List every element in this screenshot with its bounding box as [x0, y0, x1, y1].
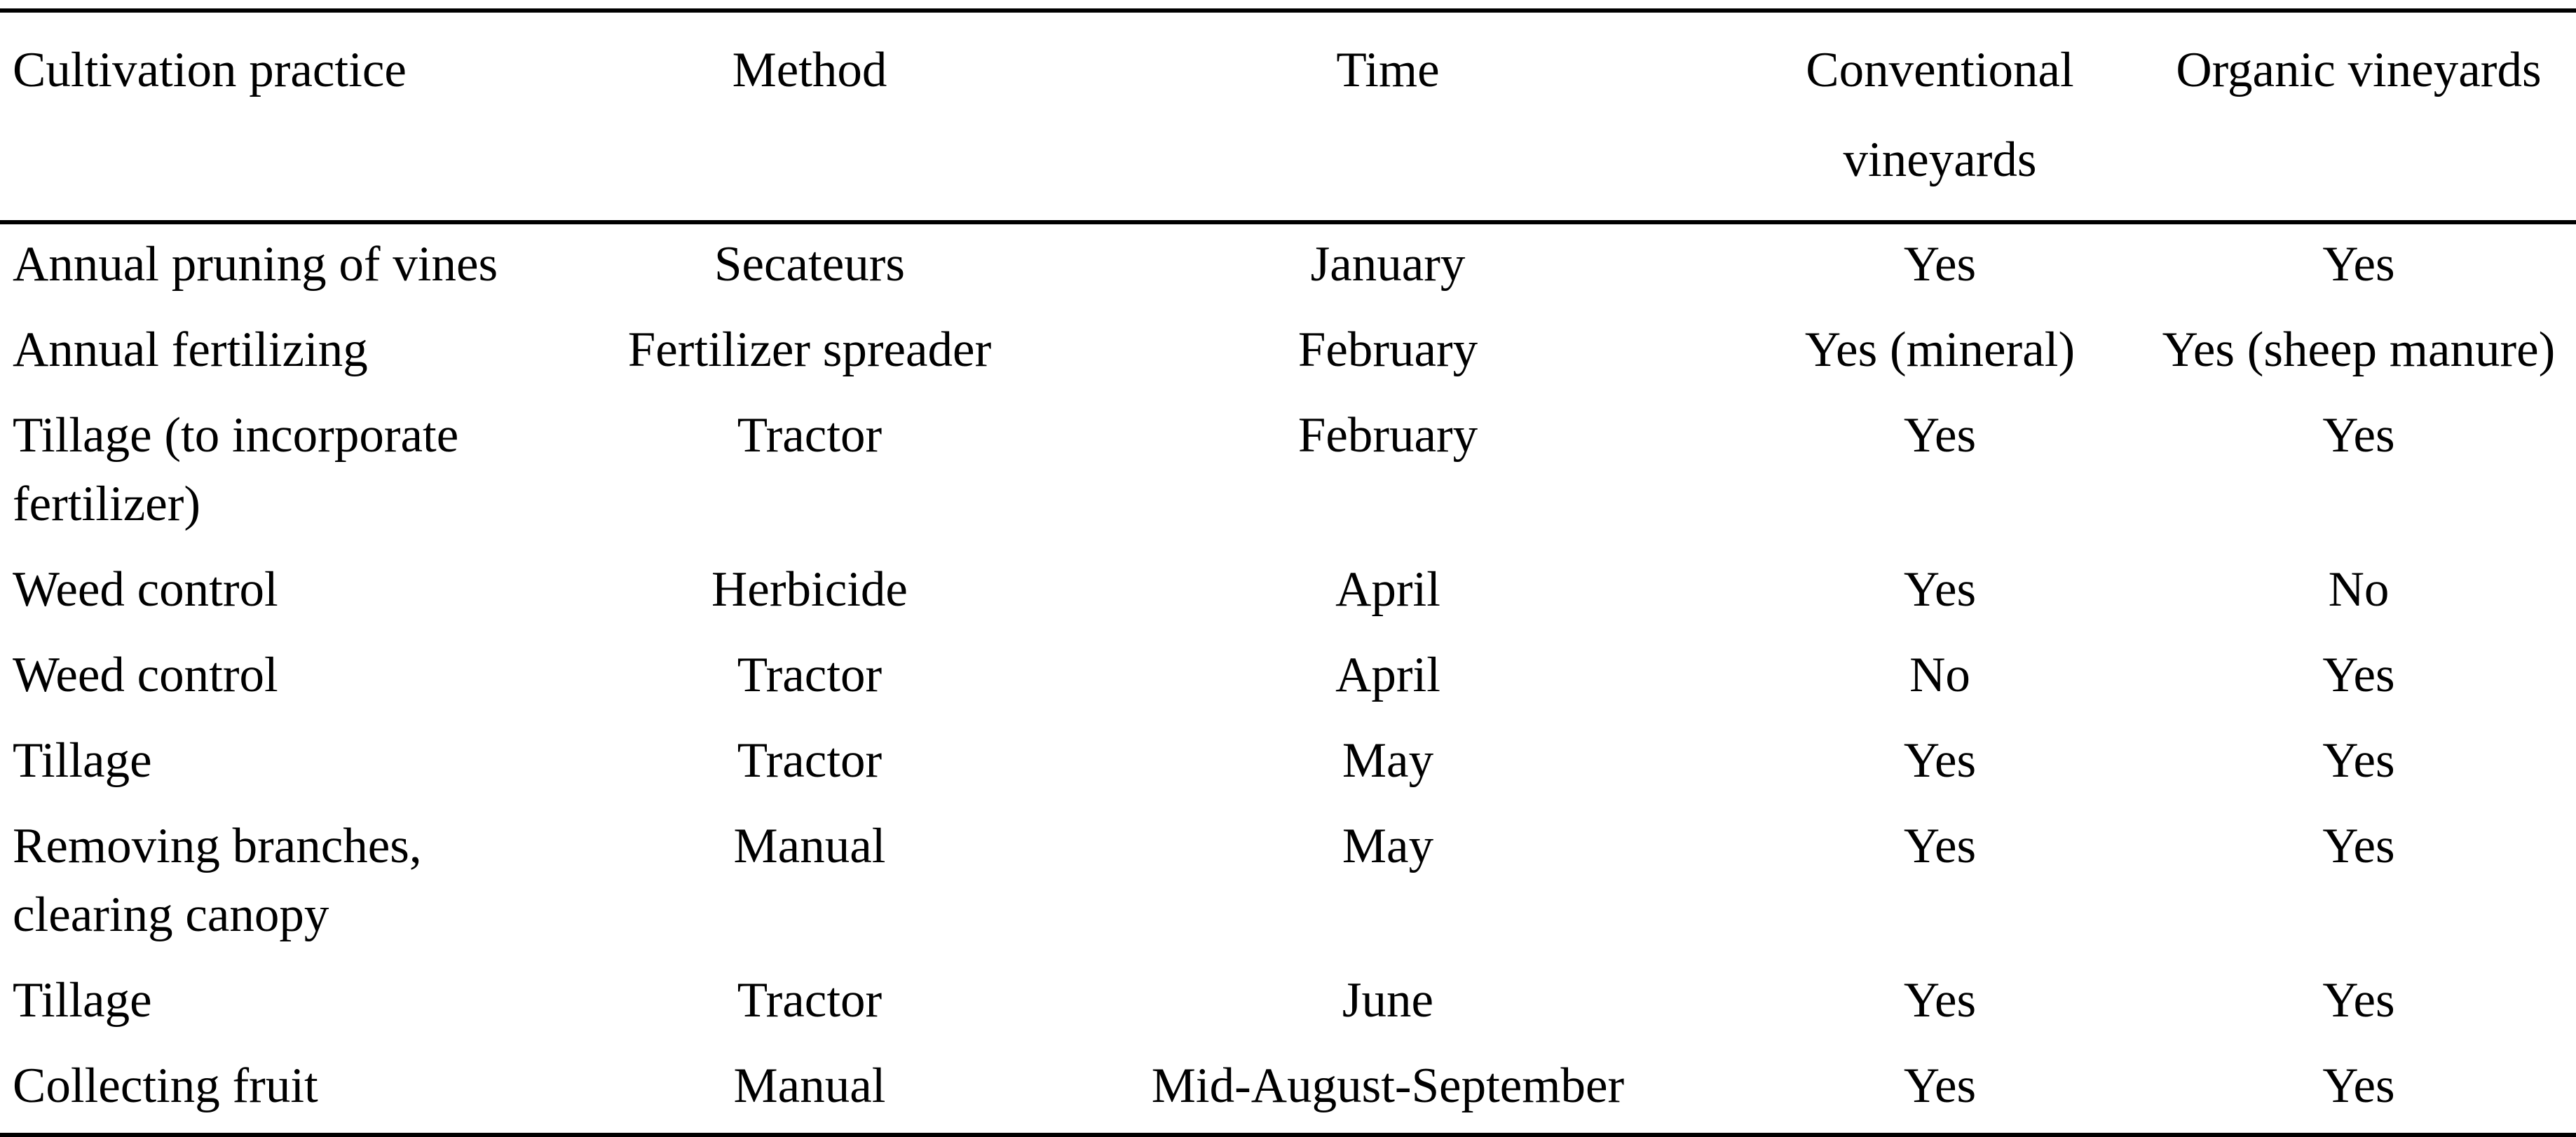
cell-method: Tractor	[737, 733, 882, 788]
cell-organic: Yes (sheep manure)	[2162, 322, 2556, 377]
cell-method: Manual	[733, 1058, 886, 1113]
cell-organic: Yes	[2322, 819, 2395, 873]
table-row	[0, 299, 2576, 384]
cell-conventional: Yes	[1903, 562, 1977, 617]
cell-organic: Yes	[2322, 648, 2395, 702]
header-row	[0, 11, 2576, 222]
cell-time: Mid-August-September	[1151, 1058, 1625, 1113]
cell-practice: Weed control	[13, 648, 278, 702]
cell-method: Tractor	[737, 973, 882, 1028]
cell-practice: Annual fertilizing	[13, 322, 368, 377]
header-conventional-vineyards: Conventional vineyards	[1806, 43, 2074, 187]
cell-conventional: Yes	[1903, 408, 1977, 463]
cell-organic: Yes	[2322, 1058, 2395, 1113]
cell-conventional: Yes	[1903, 237, 1977, 292]
cell-practice: Removing branches, clearing canopy	[13, 819, 422, 942]
cell-time: April	[1335, 648, 1440, 702]
table-row	[0, 949, 2576, 1035]
cell-method: Manual	[733, 819, 886, 873]
cell-conventional: No	[1909, 648, 1970, 702]
header-time: Time	[1336, 43, 1440, 97]
cell-organic: Yes	[2322, 237, 2395, 292]
cell-practice: Collecting fruit	[13, 1058, 318, 1113]
cell-practice: Tillage	[13, 733, 152, 788]
cell-time: May	[1342, 819, 1434, 873]
cell-method: Tractor	[737, 408, 882, 463]
header-cultivation-practice: Cultivation practice	[13, 43, 407, 97]
cell-conventional: Yes	[1903, 973, 1977, 1028]
cell-method: Secateurs	[714, 237, 906, 292]
table-body	[0, 222, 2576, 1135]
cell-method: Tractor	[737, 648, 882, 702]
table-row	[0, 624, 2576, 709]
cell-organic: Yes	[2322, 408, 2395, 463]
table-row	[0, 222, 2576, 299]
table-header	[0, 11, 2576, 222]
table-row	[0, 795, 2576, 949]
cell-practice: Tillage (to incorporate fertilizer)	[13, 408, 459, 531]
cell-method: Herbicide	[711, 562, 908, 617]
cultivation-practices-table	[0, 8, 2576, 1137]
cell-time: May	[1342, 733, 1434, 788]
header-organic-vineyards: Organic vineyards	[2176, 43, 2542, 97]
table-row	[0, 384, 2576, 538]
cell-practice: Tillage	[13, 973, 152, 1028]
cell-organic: Yes	[2322, 733, 2395, 788]
cell-practice: Weed control	[13, 562, 278, 617]
cell-time: February	[1297, 322, 1478, 377]
cell-time: June	[1342, 973, 1434, 1028]
cell-organic: No	[2328, 562, 2390, 617]
cell-method: Fertilizer spreader	[627, 322, 992, 377]
cell-practice: Annual pruning of vines	[13, 237, 498, 292]
table-row	[0, 709, 2576, 795]
cell-organic: Yes	[2322, 973, 2395, 1028]
cell-conventional: Yes	[1903, 819, 1977, 873]
cell-time: April	[1335, 562, 1440, 617]
cell-conventional: Yes	[1903, 733, 1977, 788]
cell-time: January	[1310, 237, 1466, 292]
cell-conventional: Yes	[1903, 1058, 1977, 1113]
cell-time: February	[1297, 408, 1478, 463]
table-row	[0, 538, 2576, 624]
cell-conventional: Yes (mineral)	[1804, 322, 2076, 377]
header-method: Method	[732, 43, 887, 97]
table-row	[0, 1035, 2576, 1135]
